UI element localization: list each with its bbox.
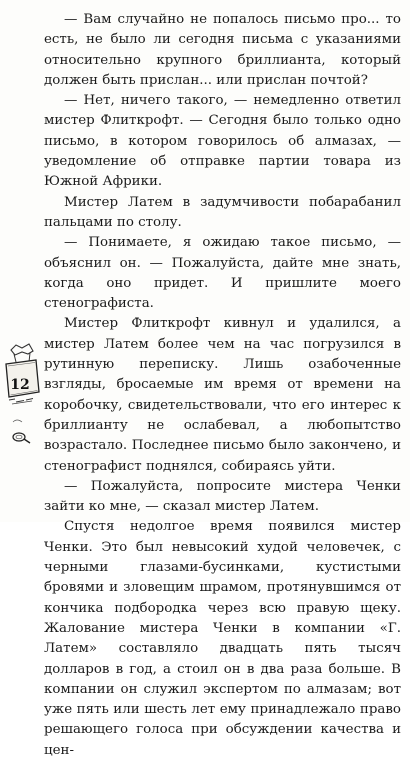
paragraph-1: — Вам случайно не попалось письмо про... то есть, не было ли сегодня письма с указаниями относительно крупного бриллианта, который должен быть прислан... или прислан почтой? bbox=[44, 12, 401, 88]
paragraph-7: Спустя недолгое время появился мистер Ченки. Это был невысокий худой человечек, с черными глазами-бусинками, кустистыми бровями и зловещим шрамом, протянувшимся от кончика подбородка через всю правую щеку. Жалование мистера Ченки в компании «Г. Латем» составляло двадцать пять тысяч долларов в год, а стоил он в два раза больше. В компании он служил экспертом по алмазам; вот уже пять или шесть лет ему принадлежало право решающего голоса при обсуждении качества и цен- bbox=[44, 519, 401, 758]
paragraph-5: Мистер Флиткрофт кивнул и удалился, а мистер Латем более чем на час погрузился в рутинную переписку. Лишь озабоченные взгляды, бросаемые им время от времени на коробочку, свидетельствовали, что его интерес к бриллианту не ослабевал, а любопытство возрастало. Последнее письмо было закончено, и стенографист поднялся, собираясь уйти. bbox=[44, 316, 401, 474]
paragraph-3: Мистер Латем в задумчивости побарабанил пальцами по столу. bbox=[44, 194, 401, 230]
paragraph-2: — Нет, ничего такого, — немедленно ответил мистер Флиткрофт. — Сегодня было только одно письмо, в котором говорилось об алмазах, — уведомление об отправке партии товара из Южной Африки. bbox=[44, 93, 401, 190]
body-text bbox=[44, 10, 401, 761]
page-number: 12 bbox=[10, 377, 30, 393]
paragraph-4: — Понимаете, я ожидаю такое письмо, — объяснил он. — Пожалуйста, дайте мне знать, когда оно придет. И пришлите моего стенографиста. bbox=[44, 235, 401, 312]
paragraph-6: — Пожалуйста, попросите мистера Ченки зайти ко мне, — сказал мистер Латем. bbox=[44, 478, 401, 515]
